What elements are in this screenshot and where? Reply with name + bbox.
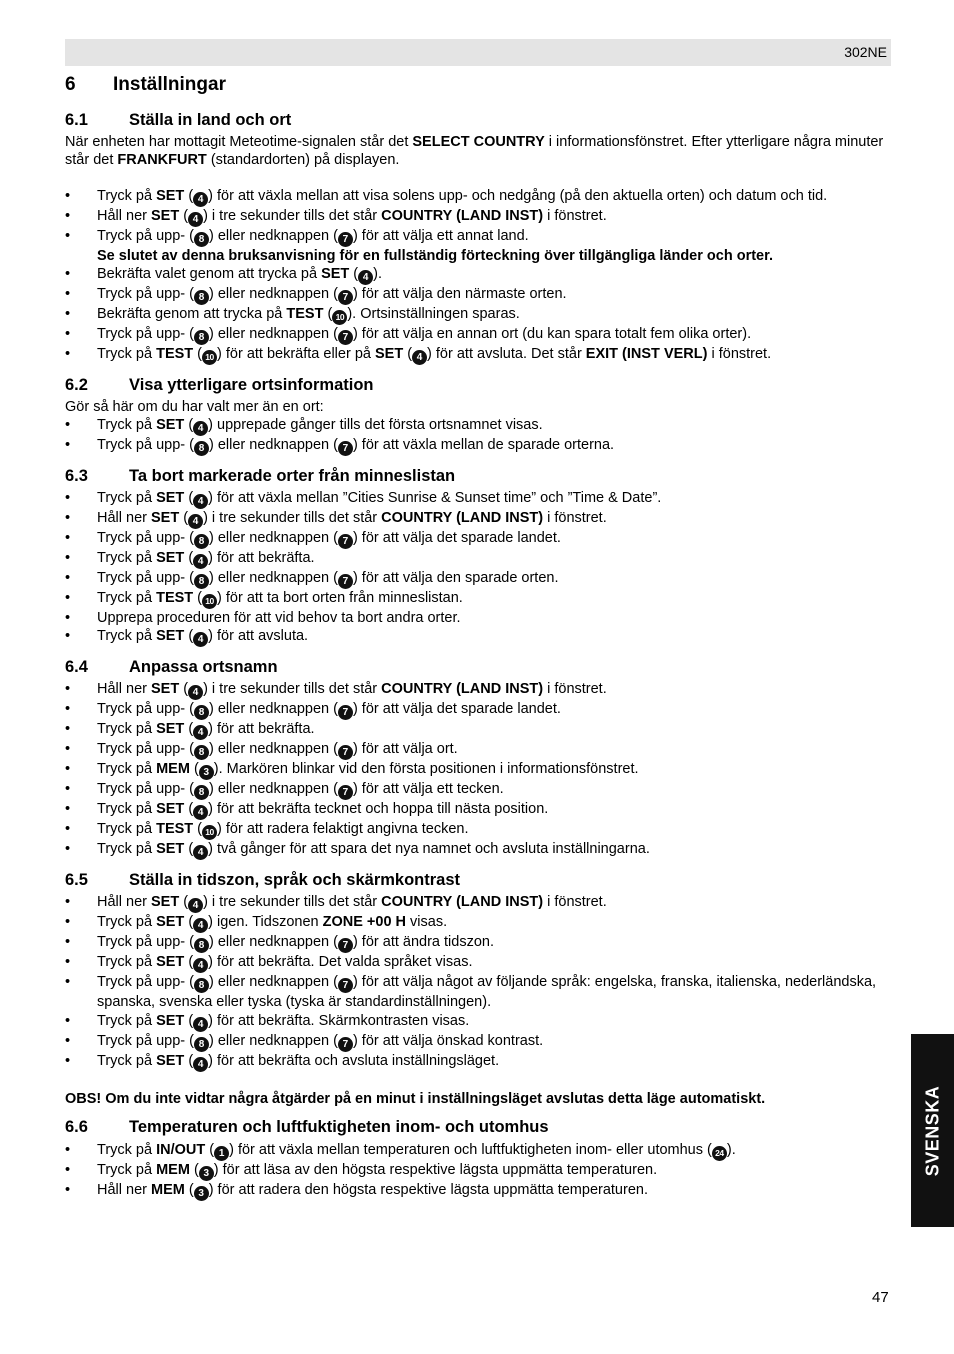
button-number-icon: 7 <box>338 534 353 549</box>
button-number-icon: 4 <box>188 898 203 913</box>
button-number-icon: 8 <box>194 330 209 345</box>
list-item: • Tryck på SET ( 4 ) två gånger för att spara det nya namnet och avsluta inställningarna. <box>65 840 891 860</box>
button-number-icon: 3 <box>194 1186 209 1201</box>
section-heading <box>65 466 891 486</box>
bold-text: SET <box>156 801 185 818</box>
list-item: • Bekräfta valet genom att trycka på SET ( 4 ). <box>65 265 891 285</box>
bold-text: Se slutet av denna bruksanvisning för en fullständig förteckning över tillgängliga länder och orter. <box>97 248 773 265</box>
button-number-icon: 7 <box>338 938 353 953</box>
list-item: • Tryck på SET ( 4 ) för att växla mellan att visa solens upp- och nedgång (på den aktuella orten) och datum och tid. <box>65 187 891 207</box>
list-item: • Tryck på upp- ( 8 ) eller nedknappen ( 7 ) för att välja det sparade landet. <box>65 700 891 720</box>
bold-text: SET <box>151 208 180 225</box>
list-item: • Tryck på TEST ( 10 ) för att ta bort orten från minneslistan. <box>65 589 891 609</box>
bold-text: COUNTRY (LAND INST) <box>381 510 544 527</box>
button-number-icon: 7 <box>338 441 353 456</box>
bold-text: TEST <box>286 306 324 323</box>
bold-text: SET <box>156 841 185 858</box>
bold-text: SET <box>156 1012 185 1029</box>
chapter-number: 6 <box>65 74 76 95</box>
list-item: • Tryck på upp- ( 8 ) eller nedknappen ( 7 ) för att välja ett tecken. <box>65 780 891 800</box>
document-body <box>65 73 891 1201</box>
list-item: • Tryck på upp- ( 8 ) eller nedknappen ( 7 ) för att välja ett annat land. <box>65 227 891 247</box>
button-number-icon: 7 <box>338 1037 353 1052</box>
list-item <box>65 247 891 265</box>
instruction-list <box>65 489 891 647</box>
button-number-icon: 1 <box>214 1146 229 1161</box>
list-item: • Tryck på SET ( 4 ) för att bekräfta. Skärmkontrasten visas. <box>65 1012 891 1032</box>
list-item: • Upprepa proceduren för att vid behov ta bort andra orter. <box>65 609 891 627</box>
bold-text: EXIT (INST VERL) <box>585 346 708 363</box>
button-number-icon: 7 <box>338 290 353 305</box>
bold-text: COUNTRY (LAND INST) <box>381 681 544 698</box>
button-number-icon: 3 <box>199 765 214 780</box>
bold-text: MEM <box>151 1181 185 1198</box>
list-item: • Håll ner MEM ( 3 ) för att radera den högsta respektive lägsta uppmätta temperaturen. <box>65 1181 891 1201</box>
button-number-icon: 7 <box>338 330 353 345</box>
button-number-icon: 4 <box>193 725 208 740</box>
bold-text: COUNTRY (LAND INST) <box>381 208 544 225</box>
section-heading <box>65 375 891 395</box>
list-item: • Tryck på MEM ( 3 ). Markören blinkar vid den första positionen i informationsfönstret. <box>65 760 891 780</box>
list-item: • Tryck på upp- ( 8 ) eller nedknappen ( 7 ) för att välja något av följande språk: engelska, franska, italienska, nederländska, spanska, svenska eller tyska (tyska är standardinställningen). <box>65 973 891 1011</box>
bold-text: SET <box>374 346 404 363</box>
bold-text: SET <box>156 490 185 507</box>
button-number-icon: 4 <box>193 554 208 569</box>
list-item: • Håll ner SET ( 4 ) i tre sekunder tills det står COUNTRY (LAND INST) i fönstret. <box>65 680 891 700</box>
bold-text: SET <box>151 681 180 698</box>
button-number-icon: 4 <box>193 192 208 207</box>
instruction-list <box>65 680 891 860</box>
language-tab-label: SVENSKA <box>922 1085 942 1176</box>
button-number-icon: 8 <box>194 441 209 456</box>
button-number-icon: 7 <box>338 574 353 589</box>
page-number: 47 <box>872 1289 889 1306</box>
note: OBS! Om du inte vidtar några åtgärder på en minut i inställningsläget avslutas detta läge automatiskt. <box>65 1090 766 1107</box>
bold-text: SET <box>156 721 185 738</box>
list-item: • Håll ner SET ( 4 ) i tre sekunder tills det står COUNTRY (LAND INST) i fönstret. <box>65 207 891 227</box>
list-item: • Tryck på SET ( 4 ) upprepade gånger tills det första ortsnamnet visas. <box>65 416 891 436</box>
bold-text: SET <box>156 954 185 971</box>
button-number-icon: 8 <box>194 785 209 800</box>
header-bar <box>65 39 891 66</box>
button-number-icon: 4 <box>193 421 208 436</box>
bold-text: SELECT COUNTRY <box>412 134 545 150</box>
button-number-icon: 8 <box>194 290 209 305</box>
button-number-icon: 8 <box>194 232 209 247</box>
chapter-title <box>65 73 891 97</box>
list-item: • Tryck på IN/OUT ( 1 ) för att växla mellan temperaturen och luftfuktigheten inom- eller utomhus ( 24 ). <box>65 1141 891 1161</box>
button-number-icon: 7 <box>338 705 353 720</box>
list-item: • Håll ner SET ( 4 ) i tre sekunder tills det står COUNTRY (LAND INST) i fönstret. <box>65 893 891 913</box>
button-number-icon: 4 <box>188 514 203 529</box>
list-item: • Tryck på upp- ( 8 ) eller nedknappen ( 7 ) för att välja den närmaste orten. <box>65 285 891 305</box>
button-number-icon: 4 <box>193 632 208 647</box>
section-title: Visa ytterligare ortsinformation <box>129 375 374 394</box>
button-number-icon: 8 <box>194 705 209 720</box>
instruction-list <box>65 893 891 1071</box>
button-number-icon: 10 <box>202 594 217 609</box>
bold-text: SET <box>156 417 185 434</box>
paragraph: Gör så här om du har valt mer än en ort: <box>65 399 324 416</box>
bold-text: ZONE +00 H <box>322 914 407 931</box>
list-item: • Håll ner SET ( 4 ) i tre sekunder tills det står COUNTRY (LAND INST) i fönstret. <box>65 509 891 529</box>
list-item: • Tryck på SET ( 4 ) för att bekräfta tecknet och hoppa till nästa position. <box>65 800 891 820</box>
list-item: • Tryck på SET ( 4 ) igen. Tidszonen ZONE +00 H visas. <box>65 913 891 933</box>
section-number: 6.5 <box>65 870 88 889</box>
section-heading <box>65 657 891 677</box>
list-item: • Tryck på SET ( 4 ) för att bekräfta. <box>65 549 891 569</box>
section-title: Temperaturen och luftfuktigheten inom- och utomhus <box>129 1118 549 1137</box>
chapter-title-text: Inställningar <box>113 74 226 95</box>
model-number: 302NE <box>844 44 887 60</box>
section-title: Ta bort markerade orter från minneslistan <box>129 466 456 485</box>
bold-text: MEM <box>156 1161 190 1178</box>
button-number-icon: 4 <box>193 494 208 509</box>
button-number-icon: 8 <box>194 574 209 589</box>
bold-text: SET <box>156 1052 185 1069</box>
button-number-icon: 8 <box>194 978 209 993</box>
section-number: 6.6 <box>65 1118 88 1137</box>
list-item: • Tryck på SET ( 4 ) för att bekräfta. Det valda språket visas. <box>65 953 891 973</box>
button-number-icon: 7 <box>338 785 353 800</box>
section-heading <box>65 1118 891 1138</box>
section-title: Anpassa ortsnamn <box>129 657 278 676</box>
list-item: • Tryck på TEST ( 10 ) för att bekräfta eller på SET ( 4 ) för att avsluta. Det står EXIT (INST VERL) i fönstret. <box>65 345 891 365</box>
button-number-icon: 4 <box>193 1057 208 1072</box>
language-tab <box>911 1034 954 1227</box>
button-number-icon: 4 <box>193 958 208 973</box>
button-number-icon: 4 <box>412 350 427 365</box>
list-item: • Tryck på upp- ( 8 ) eller nedknappen ( 7 ) för att välja det sparade landet. <box>65 529 891 549</box>
list-item: • Tryck på upp- ( 8 ) eller nedknappen ( 7 ) för att växla mellan de sparade orterna. <box>65 436 891 456</box>
bold-text: MEM <box>156 761 190 778</box>
button-number-icon: 7 <box>338 232 353 247</box>
button-number-icon: 4 <box>193 845 208 860</box>
section-title: Ställa in tidszon, språk och skärmkontrast <box>129 870 461 889</box>
sections <box>65 110 891 1201</box>
section-heading <box>65 110 891 130</box>
button-number-icon: 10 <box>332 310 347 325</box>
list-item: • Tryck på upp- ( 8 ) eller nedknappen ( 7 ) för att välja önskad kontrast. <box>65 1032 891 1052</box>
section-number: 6.2 <box>65 375 88 394</box>
bold-text: SET <box>151 510 180 527</box>
list-item: • Tryck på upp- ( 8 ) eller nedknappen ( 7 ) för att välja ort. <box>65 740 891 760</box>
list-item: • Tryck på upp- ( 8 ) eller nedknappen ( 7 ) för att välja en annan ort (du kan spara totalt fem olika orter). <box>65 325 891 345</box>
section-title: Ställa in land och ort <box>129 110 292 129</box>
bold-text: SET <box>156 628 185 645</box>
button-number-icon: 8 <box>194 745 209 760</box>
button-number-icon: 4 <box>193 1017 208 1032</box>
section-number: 6.3 <box>65 466 88 485</box>
bold-text: SET <box>156 550 185 567</box>
button-number-icon: 4 <box>193 918 208 933</box>
button-number-icon: 4 <box>188 212 203 227</box>
button-number-icon: 4 <box>188 685 203 700</box>
list-item: • Tryck på SET ( 4 ) för att avsluta. <box>65 627 891 647</box>
button-number-icon: 8 <box>194 938 209 953</box>
instruction-list <box>65 1141 891 1201</box>
section-number: 6.1 <box>65 110 88 129</box>
list-item: • Tryck på SET ( 4 ) för att bekräfta. <box>65 720 891 740</box>
bold-text: FRANKFURT <box>117 152 207 169</box>
button-number-icon: 3 <box>199 1166 214 1181</box>
bold-text: SET <box>156 188 185 205</box>
button-number-icon: 4 <box>358 270 373 285</box>
bold-text: COUNTRY (LAND INST) <box>381 894 544 911</box>
list-item: • Tryck på SET ( 4 ) för att växla mellan ”Cities Sunrise & Sunset time” och ”Time & Date”. <box>65 489 891 509</box>
list-item: • Bekräfta genom att trycka på TEST ( 10 ). Ortsinställningen sparas. <box>65 305 891 325</box>
button-number-icon: 24 <box>712 1146 727 1161</box>
bold-text: SET <box>151 894 180 911</box>
button-number-icon: 7 <box>338 745 353 760</box>
button-number-icon: 4 <box>193 805 208 820</box>
list-item: • Tryck på MEM ( 3 ) för att läsa av den högsta respektive lägsta uppmätta temperaturen. <box>65 1161 891 1181</box>
button-number-icon: 10 <box>202 825 217 840</box>
bold-text: TEST <box>156 590 194 607</box>
bold-text: SET <box>156 914 185 931</box>
button-number-icon: 7 <box>338 978 353 993</box>
bold-text: IN/OUT <box>156 1141 206 1158</box>
button-number-icon: 10 <box>202 350 217 365</box>
bold-text: SET <box>321 266 350 283</box>
list-item: • Tryck på upp- ( 8 ) eller nedknappen ( 7 ) för att ändra tidszon. <box>65 933 891 953</box>
list-item: • Tryck på SET ( 4 ) för att bekräfta och avsluta inställningsläget. <box>65 1052 891 1072</box>
bold-text: TEST <box>156 821 194 838</box>
button-number-icon: 8 <box>194 534 209 549</box>
paragraph: När enheten har mottagit Meteotime-signalen står det SELECT COUNTRY i informationsfönstret. Efter ytterligare några minuter står det FRANKFURT (standardorten) på displayen. <box>65 134 884 169</box>
button-number-icon: 8 <box>194 1037 209 1052</box>
instruction-list <box>65 187 891 365</box>
section-heading <box>65 870 891 890</box>
list-item: • Tryck på TEST ( 10 ) för att radera felaktigt angivna tecken. <box>65 820 891 840</box>
bold-text: TEST <box>156 346 194 363</box>
section-number: 6.4 <box>65 657 88 676</box>
instruction-list <box>65 416 891 456</box>
list-item: • Tryck på upp- ( 8 ) eller nedknappen ( 7 ) för att välja den sparade orten. <box>65 569 891 589</box>
